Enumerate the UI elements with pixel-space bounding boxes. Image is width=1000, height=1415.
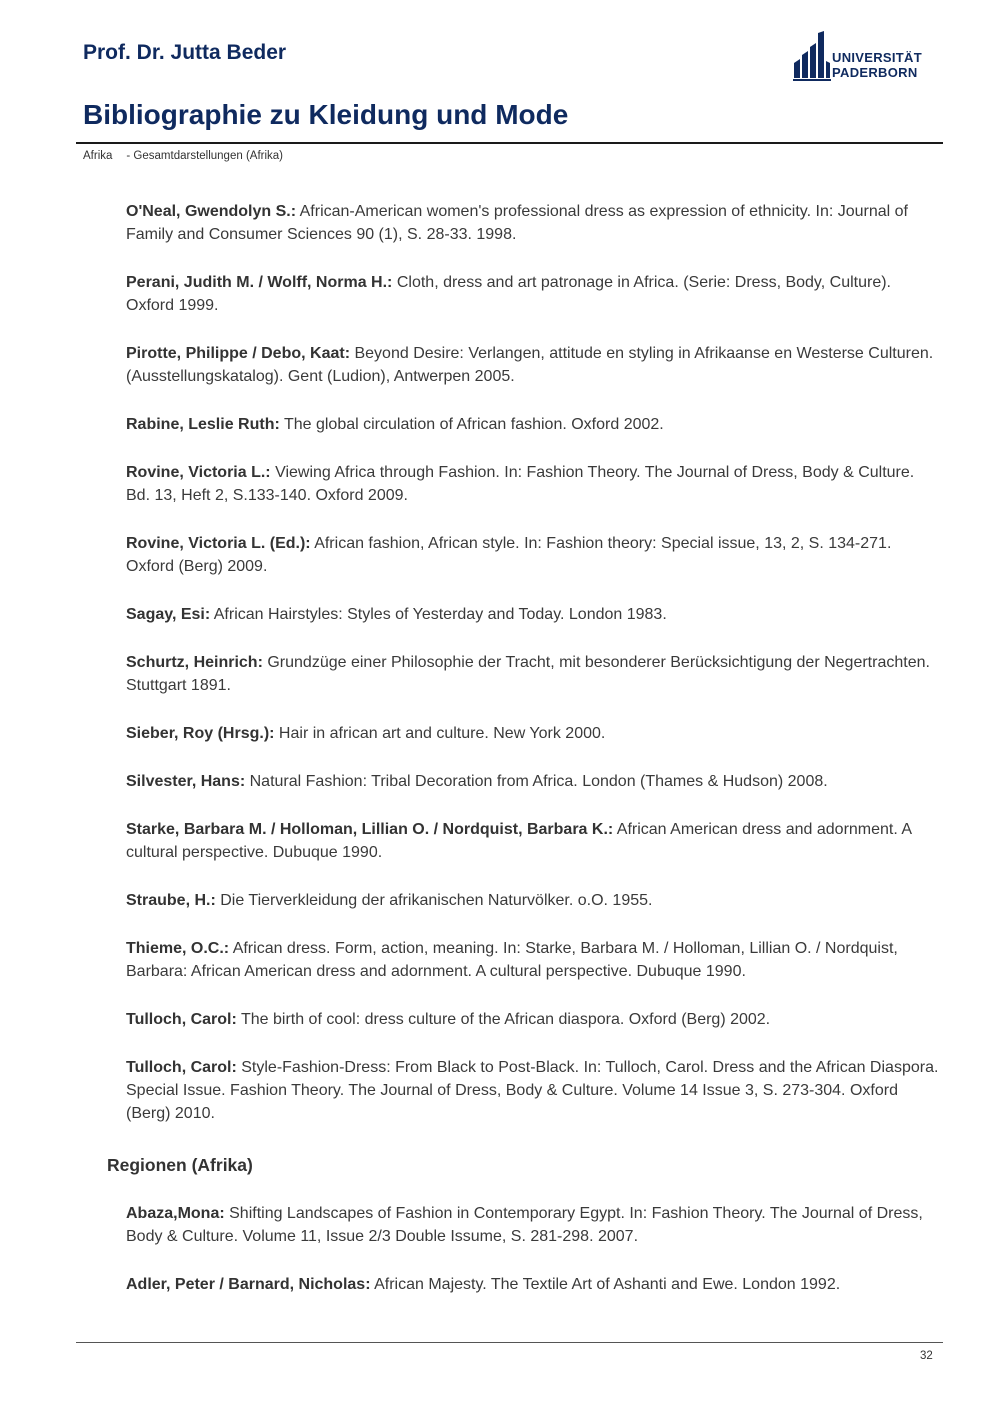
entry-author: Silvester, Hans: bbox=[126, 773, 246, 790]
entry-text: Cloth, dress and art patronage in Africa. (Serie: Dress, Body, Culture). Oxford 1999. bbox=[126, 274, 891, 314]
entry-text: African Majesty. The Textile Art of Ashanti and Ewe. London 1992. bbox=[370, 1276, 841, 1293]
bibliography-entry bbox=[126, 1273, 941, 1296]
bibliography-entry bbox=[126, 1202, 941, 1248]
bibliography-entry bbox=[126, 722, 941, 745]
entry-text: African dress. Form, action, meaning. In: Starke, Barbara M. / Holloman, Lillian O. / Nordquist, Barbara: African American dress and adornment. A cultural perspective. Dubuque 1990. bbox=[126, 940, 898, 980]
breadcrumb bbox=[83, 150, 283, 162]
author-name: Prof. Dr. Jutta Beder bbox=[83, 41, 287, 64]
entry-author: Perani, Judith M. / Wolff, Norma H.: bbox=[126, 274, 393, 291]
university-logo-text bbox=[832, 50, 922, 80]
entry-text: Style-Fashion-Dress: From Black to Post-Black. In: Tulloch, Carol. Dress and the African Diaspora. Special Issue. Fashion Theory. The Journal of Dress, Body & Culture. Volume 14 Issue 3, S. 273-304. Oxford (Berg) 2010. bbox=[126, 1059, 939, 1122]
header-divider bbox=[76, 142, 943, 144]
entry-author: Abaza,Mona: bbox=[126, 1205, 225, 1222]
entry-author: Rovine, Victoria L.: bbox=[126, 464, 271, 481]
entry-author: Tulloch, Carol: bbox=[126, 1011, 237, 1028]
entry-text: Shifting Landscapes of Fashion in Contemporary Egypt. In: Fashion Theory. The Journal of Dress, Body & Culture. Volume 11, Issue 2/3 Double Issume, S. 281-298. 2007. bbox=[126, 1205, 923, 1245]
document-title: Bibliographie zu Kleidung und Mode bbox=[83, 99, 569, 130]
bibliography-entry bbox=[126, 770, 941, 793]
bibliography-entry bbox=[126, 200, 941, 246]
entry-author: Sieber, Roy (Hrsg.): bbox=[126, 725, 275, 742]
entry-text: Natural Fashion: Tribal Decoration from Africa. London (Thames & Hudson) 2008. bbox=[245, 773, 828, 790]
entry-text: African fashion, African style. In: Fashion theory: Special issue, 13, 2, S. 134-271. Oxford (Berg) 2009. bbox=[126, 535, 892, 575]
bibliography-entry bbox=[126, 889, 941, 912]
entry-author: Straube, H.: bbox=[126, 892, 216, 909]
entry-text: The global circulation of African fashion. Oxford 2002. bbox=[279, 416, 664, 433]
bibliography-group-regions bbox=[126, 1202, 941, 1296]
entry-author: Sagay, Esi: bbox=[126, 606, 211, 623]
entry-author: Pirotte, Philippe / Debo, Kaat: bbox=[126, 345, 351, 362]
bibliography-entry bbox=[126, 1008, 941, 1031]
bibliography-entry bbox=[126, 818, 941, 864]
entry-text: The birth of cool: dress culture of the African diaspora. Oxford (Berg) 2002. bbox=[236, 1011, 771, 1028]
entry-author: Starke, Barbara M. / Holloman, Lillian O. / Nordquist, Barbara K.: bbox=[126, 821, 614, 838]
page-number: 32 bbox=[920, 1350, 933, 1362]
university-logo bbox=[793, 31, 943, 81]
bibliography-group-general bbox=[126, 200, 941, 1125]
entry-text: African American dress and adornment. A cultural perspective. Dubuque 1990. bbox=[126, 821, 912, 861]
section-heading: Regionen (Afrika) bbox=[107, 1155, 253, 1175]
bibliography-entry bbox=[126, 413, 941, 436]
entry-text: Beyond Desire: Verlangen, attitude en styling in Afrikaanse en Westerse Culturen. (Ausstellungskatalog). Gent (Ludion), Antwerpen 2005. bbox=[126, 345, 934, 385]
entry-text: African-American women's professional dress as expression of ethnicity. In: Journal of Family and Consumer Sciences 90 (1), S. 28-33. 1998. bbox=[126, 203, 908, 243]
entry-author: Adler, Peter / Barnard, Nicholas: bbox=[126, 1276, 371, 1293]
entry-author: Rabine, Leslie Ruth: bbox=[126, 416, 280, 433]
entry-author: O'Neal, Gwendolyn S.: bbox=[126, 203, 297, 220]
bibliography-entry bbox=[126, 1056, 941, 1125]
bibliography-entry bbox=[126, 532, 941, 578]
entry-text: Viewing Africa through Fashion. In: Fashion Theory. The Journal of Dress, Body & Culture. Bd. 13, Heft 2, S.133-140. Oxford 2009. bbox=[126, 464, 915, 504]
entry-author: Schurtz, Heinrich: bbox=[126, 654, 263, 671]
entry-text: Die Tierverkleidung der afrikanischen Naturvölker. o.O. 1955. bbox=[215, 892, 653, 909]
entry-author: Tulloch, Carol: bbox=[126, 1059, 237, 1076]
entry-author: Rovine, Victoria L. (Ed.): bbox=[126, 535, 311, 552]
entry-text: Hair in african art and culture. New York 2000. bbox=[274, 725, 606, 742]
bibliography-list bbox=[107, 200, 941, 1321]
entry-text: African Hairstyles: Styles of Yesterday and Today. London 1983. bbox=[210, 606, 667, 623]
bibliography-entry bbox=[126, 603, 941, 626]
breadcrumb-region: Afrika bbox=[83, 150, 113, 162]
bibliography-entry bbox=[126, 461, 941, 507]
logo-line-1: UNIVERSITÄT bbox=[832, 50, 922, 65]
university-logo-icon bbox=[793, 31, 831, 81]
bibliography-entry bbox=[126, 937, 941, 983]
logo-line-2: PADERBORN bbox=[832, 65, 918, 80]
entry-text: Grundzüge einer Philosophie der Tracht, mit besonderer Berücksichtigung der Negertrachten. Stuttgart 1891. bbox=[126, 654, 930, 694]
bibliography-entry bbox=[126, 342, 941, 388]
bibliography-entry bbox=[126, 651, 941, 697]
breadcrumb-section: - Gesamtdarstellungen (Afrika) bbox=[126, 150, 283, 162]
footer-divider bbox=[76, 1342, 943, 1343]
entry-author: Thieme, O.C.: bbox=[126, 940, 230, 957]
bibliography-entry bbox=[126, 271, 941, 317]
